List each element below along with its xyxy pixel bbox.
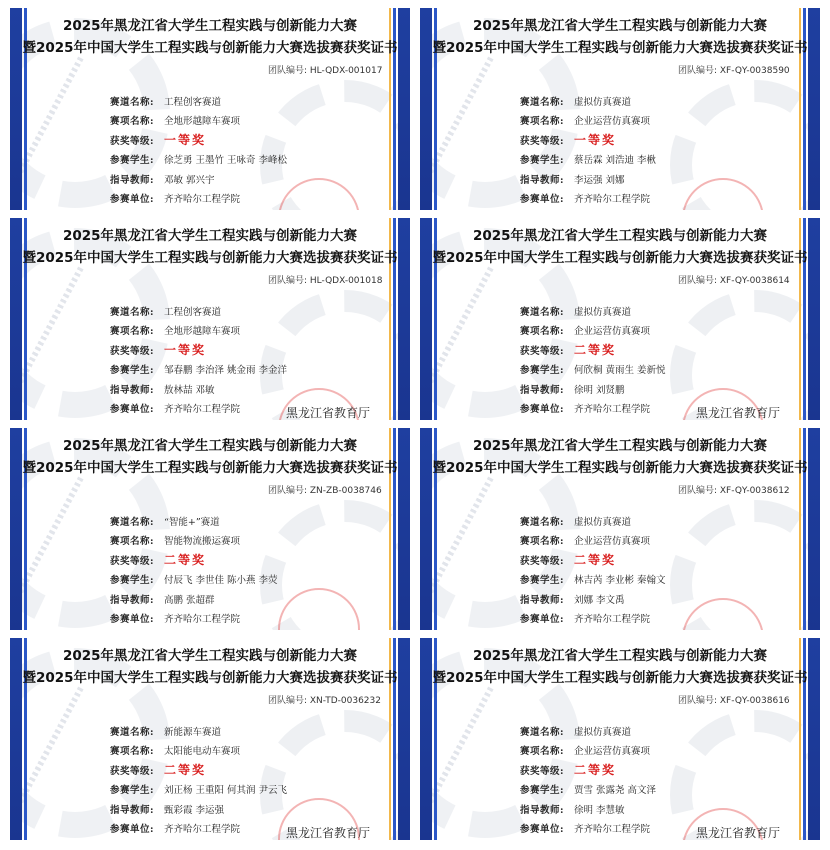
field-value-event: 企业运营仿真赛项 bbox=[574, 536, 651, 548]
field-value-unit: 齐齐哈尔工程学院 bbox=[164, 614, 241, 626]
certificate-title-line1: 2025年黑龙江省大学生工程实践与创新能力大赛 bbox=[472, 438, 768, 454]
field-label: 赛项名称: bbox=[110, 746, 155, 758]
certificate-fields bbox=[110, 91, 287, 208]
field-value-unit: 齐齐哈尔工程学院 bbox=[574, 404, 651, 416]
field-label: 参赛学生: bbox=[110, 575, 155, 587]
field-label: 参赛学生: bbox=[520, 575, 565, 587]
field-row-unit bbox=[110, 399, 287, 419]
field-label: 指导教师: bbox=[520, 384, 565, 396]
certificate-title-line2: 暨2025年中国大学生工程实践与创新能力大赛选拔赛获奖证书 bbox=[432, 250, 808, 266]
field-label: 获奖等级: bbox=[110, 135, 155, 147]
field-label: 赛道名称: bbox=[110, 726, 155, 738]
field-row-award bbox=[520, 760, 656, 780]
certificate-title-line1: 2025年黑龙江省大学生工程实践与创新能力大赛 bbox=[472, 18, 768, 34]
field-value-track: 虚拟仿真赛道 bbox=[574, 726, 632, 738]
field-value-teachers: 邓敏 郭兴宇 bbox=[164, 174, 215, 186]
issuer-name: 黑龙江省教育厅 bbox=[286, 406, 371, 420]
field-value-track: 虚拟仿真赛道 bbox=[574, 516, 632, 528]
field-value-unit: 齐齐哈尔工程学院 bbox=[574, 194, 651, 206]
certificate-title-line1: 2025年黑龙江省大学生工程实践与创新能力大赛 bbox=[62, 438, 358, 454]
field-value-track: “智能+”赛道 bbox=[164, 516, 220, 528]
field-row-track bbox=[520, 301, 666, 321]
team-number: 团队编号: XF-QY-0038614 bbox=[678, 276, 790, 286]
field-value-award: 二等奖 bbox=[574, 343, 617, 358]
field-value-event: 企业运营仿真赛项 bbox=[574, 116, 651, 128]
field-label: 指导教师: bbox=[110, 384, 155, 396]
field-label: 赛项名称: bbox=[520, 116, 565, 128]
field-value-teachers: 徐明 李慧敏 bbox=[574, 804, 625, 816]
field-row-unit bbox=[520, 189, 656, 209]
field-label: 参赛单位: bbox=[110, 824, 155, 836]
certificate-title-line2: 暨2025年中国大学生工程实践与创新能力大赛选拔赛获奖证书 bbox=[22, 250, 398, 266]
field-value-teachers: 敖林喆 邓敏 bbox=[164, 384, 215, 396]
field-label: 参赛单位: bbox=[520, 404, 565, 416]
field-value-students: 刘正杨 王重阳 何其润 尹云飞 bbox=[164, 785, 288, 797]
certificate-title-line1: 2025年黑龙江省大学生工程实践与创新能力大赛 bbox=[62, 228, 358, 244]
field-row-teachers bbox=[520, 799, 656, 819]
field-row-event bbox=[110, 111, 287, 131]
award-certificate bbox=[420, 8, 820, 210]
field-value-track: 新能源车赛道 bbox=[164, 726, 222, 738]
field-value-award: 一等奖 bbox=[164, 133, 207, 148]
field-row-students bbox=[520, 570, 666, 590]
field-row-teachers bbox=[110, 169, 287, 189]
field-label: 赛道名称: bbox=[110, 96, 155, 108]
certificate-title-line1: 2025年黑龙江省大学生工程实践与创新能力大赛 bbox=[62, 648, 358, 664]
field-value-students: 徐芝勇 王墨竹 王咏奇 李峰松 bbox=[164, 155, 288, 167]
field-row-students bbox=[110, 360, 287, 380]
field-value-teachers: 高鹏 张超群 bbox=[164, 594, 215, 606]
award-certificate bbox=[10, 218, 410, 420]
field-label: 参赛单位: bbox=[110, 404, 155, 416]
field-row-award bbox=[520, 340, 666, 360]
field-label: 赛道名称: bbox=[520, 726, 565, 738]
field-row-unit bbox=[110, 609, 278, 629]
field-row-track bbox=[110, 721, 287, 741]
field-label: 赛项名称: bbox=[520, 536, 565, 548]
field-value-teachers: 刘娜 李文禹 bbox=[574, 594, 625, 606]
field-row-students bbox=[520, 360, 666, 380]
certificate-fields bbox=[110, 301, 287, 418]
field-label: 赛道名称: bbox=[520, 96, 565, 108]
field-label: 赛项名称: bbox=[110, 536, 155, 548]
issuer-name: 黑龙江省教育厅 bbox=[696, 826, 781, 840]
field-value-event: 太阳能电动车赛项 bbox=[164, 746, 241, 758]
field-row-event bbox=[110, 321, 287, 341]
field-value-award: 一等奖 bbox=[164, 343, 207, 358]
certificate-fields bbox=[520, 91, 656, 208]
field-label: 参赛学生: bbox=[110, 155, 155, 167]
certificate-title-line2: 暨2025年中国大学生工程实践与创新能力大赛选拔赛获奖证书 bbox=[22, 460, 398, 476]
certificate-title-line2: 暨2025年中国大学生工程实践与创新能力大赛选拔赛获奖证书 bbox=[432, 670, 808, 686]
field-label: 指导教师: bbox=[110, 804, 155, 816]
field-label: 赛道名称: bbox=[110, 306, 155, 318]
field-row-students bbox=[520, 780, 656, 800]
field-label: 赛项名称: bbox=[520, 326, 565, 338]
field-row-students bbox=[110, 780, 287, 800]
field-row-teachers bbox=[110, 379, 287, 399]
field-label: 参赛单位: bbox=[520, 614, 565, 626]
field-value-award: 二等奖 bbox=[164, 763, 207, 778]
field-label: 赛道名称: bbox=[110, 516, 155, 528]
certificate-fields bbox=[520, 301, 666, 418]
certificate-title-line2: 暨2025年中国大学生工程实践与创新能力大赛选拔赛获奖证书 bbox=[22, 670, 398, 686]
field-value-event: 智能物流搬运赛项 bbox=[164, 536, 241, 548]
field-label: 获奖等级: bbox=[110, 345, 155, 357]
field-value-track: 虚拟仿真赛道 bbox=[574, 306, 632, 318]
field-value-track: 工程创客赛道 bbox=[164, 96, 222, 108]
field-label: 赛项名称: bbox=[110, 326, 155, 338]
field-row-teachers bbox=[110, 799, 287, 819]
field-row-track bbox=[520, 511, 666, 531]
certificate-title-line1: 2025年黑龙江省大学生工程实践与创新能力大赛 bbox=[472, 648, 768, 664]
field-value-teachers: 甄彩霞 李运强 bbox=[164, 804, 225, 816]
field-label: 参赛单位: bbox=[110, 614, 155, 626]
field-value-unit: 齐齐哈尔工程学院 bbox=[574, 824, 651, 836]
certificate-title-line2: 暨2025年中国大学生工程实践与创新能力大赛选拔赛获奖证书 bbox=[432, 40, 808, 56]
award-certificate bbox=[10, 428, 410, 630]
field-value-track: 虚拟仿真赛道 bbox=[574, 96, 632, 108]
team-number: 团队编号: HL-QDX-001017 bbox=[268, 66, 383, 76]
field-row-event bbox=[520, 531, 666, 551]
team-number: 团队编号: XF-QY-0038612 bbox=[678, 486, 790, 496]
field-value-students: 邹春鹏 李治泽 姚金雨 李金洋 bbox=[164, 365, 288, 377]
field-label: 参赛单位: bbox=[110, 194, 155, 206]
field-row-teachers bbox=[110, 589, 278, 609]
field-row-award bbox=[110, 130, 287, 150]
field-row-award bbox=[110, 340, 287, 360]
field-value-students: 贾雪 张露尧 高文泽 bbox=[574, 785, 657, 797]
field-label: 获奖等级: bbox=[110, 765, 155, 777]
field-row-track bbox=[520, 721, 656, 741]
field-label: 赛项名称: bbox=[520, 746, 565, 758]
field-label: 参赛学生: bbox=[110, 365, 155, 377]
field-label: 参赛学生: bbox=[520, 155, 565, 167]
field-row-award bbox=[110, 550, 278, 570]
field-row-unit bbox=[520, 609, 666, 629]
field-row-event bbox=[110, 531, 278, 551]
field-label: 获奖等级: bbox=[110, 555, 155, 567]
field-row-students bbox=[110, 150, 287, 170]
team-number: 团队编号: XF-QY-0038590 bbox=[678, 66, 790, 76]
field-label: 指导教师: bbox=[110, 594, 155, 606]
field-row-track bbox=[520, 91, 656, 111]
certificate-fields bbox=[110, 721, 287, 838]
field-label: 指导教师: bbox=[520, 594, 565, 606]
field-value-event: 企业运营仿真赛项 bbox=[574, 326, 651, 338]
field-row-event bbox=[520, 741, 656, 761]
field-row-event bbox=[110, 741, 287, 761]
field-row-award bbox=[520, 130, 656, 150]
field-row-teachers bbox=[520, 169, 656, 189]
field-label: 指导教师: bbox=[520, 174, 565, 186]
field-label: 赛项名称: bbox=[110, 116, 155, 128]
team-number: 团队编号: HL-QDX-001018 bbox=[268, 276, 383, 286]
field-label: 获奖等级: bbox=[520, 765, 565, 777]
field-value-teachers: 徐明 刘贤鹏 bbox=[574, 384, 625, 396]
field-row-track bbox=[110, 91, 287, 111]
field-label: 获奖等级: bbox=[520, 555, 565, 567]
field-label: 参赛学生: bbox=[520, 365, 565, 377]
field-value-track: 工程创客赛道 bbox=[164, 306, 222, 318]
field-row-unit bbox=[110, 819, 287, 839]
award-certificate bbox=[10, 638, 410, 840]
field-value-unit: 齐齐哈尔工程学院 bbox=[574, 614, 651, 626]
field-value-award: 一等奖 bbox=[574, 133, 617, 148]
field-row-award bbox=[110, 760, 287, 780]
field-label: 参赛学生: bbox=[110, 785, 155, 797]
field-row-students bbox=[110, 570, 278, 590]
field-value-students: 林吉芮 李业彬 秦翰文 bbox=[574, 575, 666, 587]
field-value-event: 全地形越障车赛项 bbox=[164, 116, 241, 128]
field-row-event bbox=[520, 111, 656, 131]
field-label: 赛道名称: bbox=[520, 516, 565, 528]
field-row-award bbox=[520, 550, 666, 570]
certificate-title-line1: 2025年黑龙江省大学生工程实践与创新能力大赛 bbox=[472, 228, 768, 244]
field-row-students bbox=[520, 150, 656, 170]
award-certificate bbox=[10, 8, 410, 210]
award-certificate bbox=[420, 218, 820, 420]
field-value-award: 二等奖 bbox=[164, 553, 207, 568]
field-value-students: 蔡岳霖 刘浩迪 李楸 bbox=[574, 155, 657, 167]
field-value-event: 全地形越障车赛项 bbox=[164, 326, 241, 338]
field-row-teachers bbox=[520, 589, 666, 609]
field-row-unit bbox=[520, 819, 656, 839]
field-row-teachers bbox=[520, 379, 666, 399]
field-row-event bbox=[520, 321, 666, 341]
field-value-award: 二等奖 bbox=[574, 553, 617, 568]
field-value-award: 二等奖 bbox=[574, 763, 617, 778]
field-value-students: 何欣桐 黄雨生 姜新悦 bbox=[574, 365, 666, 377]
field-label: 参赛单位: bbox=[520, 824, 565, 836]
certificate-title-line1: 2025年黑龙江省大学生工程实践与创新能力大赛 bbox=[62, 18, 358, 34]
team-number: 团队编号: XF-QY-0038616 bbox=[678, 696, 790, 706]
field-row-track bbox=[110, 511, 278, 531]
certificate-title-line2: 暨2025年中国大学生工程实践与创新能力大赛选拔赛获奖证书 bbox=[22, 40, 398, 56]
certificate-fields bbox=[520, 511, 666, 628]
issuer-name: 黑龙江省教育厅 bbox=[286, 826, 371, 840]
field-label: 参赛单位: bbox=[520, 194, 565, 206]
field-value-event: 企业运营仿真赛项 bbox=[574, 746, 651, 758]
certificate-fields bbox=[520, 721, 656, 838]
field-label: 获奖等级: bbox=[520, 135, 565, 147]
field-row-unit bbox=[110, 189, 287, 209]
field-row-unit bbox=[520, 399, 666, 419]
team-number: 团队编号: ZN-ZB-0038746 bbox=[268, 486, 382, 496]
team-number: 团队编号: XN-TD-0036232 bbox=[268, 696, 381, 706]
field-value-students: 付辰飞 李世佳 陈小燕 李荧 bbox=[164, 575, 278, 587]
certificate-title-line2: 暨2025年中国大学生工程实践与创新能力大赛选拔赛获奖证书 bbox=[432, 460, 808, 476]
field-row-track bbox=[110, 301, 287, 321]
award-certificate bbox=[420, 638, 820, 840]
field-label: 赛道名称: bbox=[520, 306, 565, 318]
field-label: 指导教师: bbox=[520, 804, 565, 816]
award-certificate bbox=[420, 428, 820, 630]
issuer-name: 黑龙江省教育厅 bbox=[696, 406, 781, 420]
field-value-unit: 齐齐哈尔工程学院 bbox=[164, 194, 241, 206]
field-label: 参赛学生: bbox=[520, 785, 565, 797]
field-label: 指导教师: bbox=[110, 174, 155, 186]
certificate-fields bbox=[110, 511, 278, 628]
field-label: 获奖等级: bbox=[520, 345, 565, 357]
field-value-unit: 齐齐哈尔工程学院 bbox=[164, 824, 241, 836]
field-value-unit: 齐齐哈尔工程学院 bbox=[164, 404, 241, 416]
field-value-teachers: 李运强 刘娜 bbox=[574, 174, 625, 186]
